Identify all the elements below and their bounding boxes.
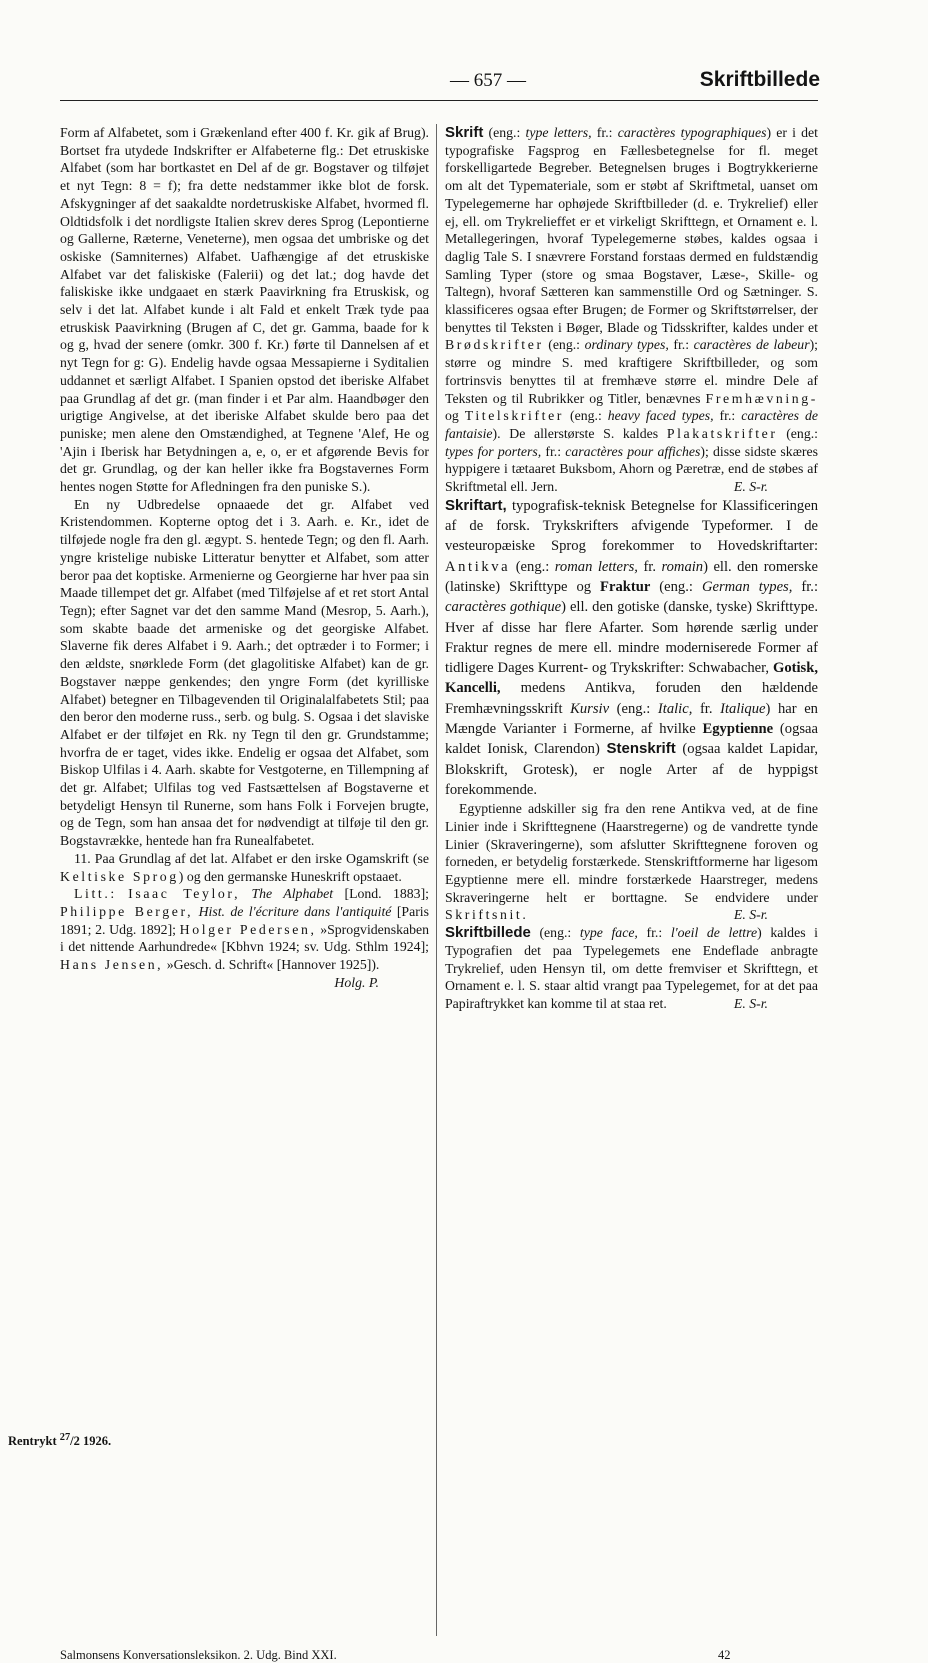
entry-text: (eng.: [609,700,658,717]
entry-text: (eng.: [650,578,702,595]
alfabet-christianity-paragraph: En ny Udbredelse opnaaede det gr. Alfabet ved Kristendommen. Kopterne optog det i 3. Aarh. e. Kr., idet de tilføjede nogle fra den gl. ægypt. S. hentede Tegn; og den fl. Aarh. yngre kristelige nubiske Litteratur benytter et Alfabet, som atter beror paa det koptiske. Armenierne og Georgierne har hver paa sin Maade tillempet det gr. Alfabet (med Tilføjelse af et ret stort Antal Tegn); efter Sagnet var det den samme Mand (Mesrop, 5. Aarh.), som skabte baade det armeniske og det georgiske Alfabet. Slaverne fik deres Alfabet i 9. Aarh.; det optræder i to Former; i den ældste, snørklede Form (det glagolitiske Alfabet) kan de gr. Bogstaver næppe genkendes; den yngre Form (det kyrilliske Alfabet) betegner en Tilbagevenden til Originalalfabetets Stil; paa den beror den moderne russ., serb. og bulg. S. Ogsaa i det slaviske Alfabet er der tilføjet en Rk. ny Tegn til den gr. Grundstamme; hvorfra de er taget, vides ikke. Endelig er ogsaa det Alfabet, som Biskop Ulfilas i 4. Aarh. skabte for Vestgoterne, en Tillempning af det gr. Alfabet; Ulfilas tog ved Fastsættelsen af Bogstaverne et betydeligt Hensyn til Runerne, som hans Folk i Forvejen brugte, og de Tegn, som han ansaa det for nødvendigt at tilføje til den gr. Bogstavrække, hentede han fra Runealfabetet. [60,496,429,849]
entry-text: fr.: [541,443,566,459]
header-rule [60,100,818,101]
entry-text: fr.: [713,408,742,424]
alfabet-latin-paragraph [60,850,429,885]
foreign-term: romain [661,558,704,575]
para-text: 11. Paa Grundlag af det lat. Alfabet er den irske Ogamskrift (se [74,850,429,866]
foreign-term: roman letters, [554,558,638,575]
cross-reference: Skriftsnit [445,907,523,923]
kancelli-sample: Kancelli, [445,680,501,697]
skriftart-paragraph [445,496,818,800]
entry-text: (eng.: [530,925,580,941]
foreign-term: caractères typographiques [617,125,767,140]
running-header [60,68,820,98]
entry-text: (ogsaa kaldet Ionisk, Clarendon) [445,721,818,758]
author-signature: Holg. P. [334,974,379,990]
entry-text: . [522,907,526,923]
literature-label: Litt.: [74,886,117,902]
author: Isaac Teylor, [128,886,241,902]
book-title: »Sprogvidenskaben i det nittende Aarhundrede« [60,921,430,955]
column-separator [436,124,437,1636]
entry-text: ); disse sidste skæres hyppigere i tætaaret Buksbom, Ahorn og Pæretræ, end de støbes af Skriftmetal ell. Jern. [445,443,818,495]
reprint-month: /2 [70,1434,80,1449]
entry-text: og [445,408,465,424]
entry-text: (eng.: [510,558,555,575]
publication: [Kbhvn 1924; sv. Udg. Sthlm 1924]; [221,939,429,955]
entry-lemma: Skriftart, [445,496,507,514]
alfabet-continuation-paragraph: Form af Alfabetet, som i Grækenland efter 400 f. Kr. gik af Brug). Bortset fra utydede Indskrifter er Alfabeterne flg.: Det etruskiske Alfabet (som har bortkastet en Del af de gr. Bogstaver og tilføjet et nyt Tegn: 8 = f); fra dette nedstammer ikke blot de forsk. Afskygninger af det saakaldte nordetruskiske Alfabet, hvormed fl. Oldtidsfolk i det nordligste Italien skrev deres Sprog (Lepontierne og Gallerne, Ræterne, Veneterne), men ogsaa det umbriske og det oskiske (Samniternes) Alfabet. Uafhængige af det etruskiske Alfabet var det faliskiske (Falerii) og det lat.; dog havde det faliskiske ikke undgaaet en stærk Paavirkning fra Etruskisk, og selv i det lat. Alfabet kunde i alt Fald et enkelt Træk tyde paa etruskisk Paavirkning (Brugen af C, det gr. Gamma, baade for k og g, hvad der senere (omkr. 300 f. Kr.) førte til Dannelsen af et nyt Tegn for g: G). Endelig havde ogsaa Messapierne i Syditalien uddannet et særligt Alfabet. I Spanien opstod det iberiske Alfabet paa Grundlag af det gr. (man finder i et Par alm. Haandbøger den urigtige Angivelse, at det iberiske Alfabet skulde bero paa det puniske; men alene den Omstændighed, at Tegnene 'Alef, He og 'Ajin i Iberisk har Betydningen a, e, o, er et afgørende Bevis for det gr. Grundlag, og der kan heller ikke fra Bogstavernes Form hentes nogen Støtte for Afledningen fra den puniske S.). [60,125,429,495]
footer-signature-number: 42 [718,1648,731,1662]
gotisk-sample: Gotisk, [772,660,818,677]
foreign-term: type face, [579,925,638,941]
entry-text: ) ell. den gotiske (danske, tyske) Skrifttype. Hver af disse har flere Afarter. Som hørende særlig under Fraktur regnes de mere ell. mindre moderniserede Former af tidligere Dages Kurrent- og Trykskrifter: [445,599,818,677]
entry-text: fr.: [637,925,671,941]
left-column [60,124,429,991]
author: Holger Pedersen, [179,921,317,937]
schwabacher-sample: Schwabacher, [688,660,770,677]
entry-skriftbillede [445,924,818,1013]
running-headword: Skriftbillede [699,68,820,91]
entry-text: typografisk-teknisk Betegnelse for Klassificeringen af de forsk. Trykskrifters afvigende Typeformer. I de vesteuropæiske Sprog forekommer to Hovedskriftarter: [445,497,818,555]
fraktur-sample: Fraktur [600,578,651,595]
entry-skriftart [445,496,818,800]
entry-text: (eng.: [483,125,526,140]
entry-text: ); større og mindre S. med kraftigere Skriftbilleder, og som fortrinsvis benyttes til at fremhæve større el. mindre Dele af Teksten og til Rubrikker og Titler, benævnes [445,337,818,406]
spaced-term: Brødskrifter [445,337,544,353]
author-signature: E. S-r. [733,995,768,1011]
reprint-year: 1926. [79,1434,112,1449]
reprint-label: Rentrykt [8,1434,60,1449]
footer-publication: Salmonsens Konversationsleksikon. 2. Udg. Bind XXI. [60,1648,337,1662]
entry-text: fr.: [591,125,618,140]
spaced-term: Plakatskrifter [666,425,778,441]
publication: [Hannover 1925]). [276,957,380,973]
entry-text: Egyptienne adskiller sig fra den rene Antikva ved, at de fine Linier inde i Skrifttegnene (Haarstregerne) og de vandrette tynde Linier (Skraveringerne), som afslutter Skrifttegnene foroven og forneden, er betydelig forstærkede. Stenskriftformerne har ligesom Egyptienne mere ell. mindre forstærkede Haarstreger, medens Skraveringerne helt er borttagne. Se endvidere under [445,801,818,905]
foreign-term: types for porters, [445,443,542,459]
foreign-term: l'oeil de lettre [670,925,758,941]
entry-text: (eng.: [777,425,818,441]
foreign-term: German types, [701,578,793,595]
entry-text: fr.: [792,578,818,595]
kursiv-sample: Kursiv [570,700,610,717]
page-number: — 657 — [450,70,526,91]
reprint-day: 27 [59,1432,71,1443]
book-title: »Gesch. d. Schrift« [166,957,274,973]
book-title: Hist. de l'écriture dans l'antiquité [198,903,392,919]
publication: [Lond. 1883]; [344,886,430,902]
cross-reference: Keltiske Sprog [60,868,179,884]
entry-text: ). De allerstørste S. kaldes [492,425,667,441]
foreign-term: type letters, [525,125,592,140]
literature-paragraph [60,885,430,990]
entry-skrift [445,124,818,496]
author: Philippe Berger, [60,903,194,919]
entry-text: ) kaldes i Typografien det paa Typelegemets ene Endeflade anbragte Trykrelief, uden Hensyn til, om dette fremviser et Skrifttegn, et Ornament e. l. S. staar altid vrangt paa Typelegemet, for at det paa Papiraftrykket kan komme til at staa ret. [445,925,819,1011]
foreign-term: Italic, [657,700,693,717]
entry-text: (ogsaa kaldet Lapidar, Blokskrift, Grotesk), er nogle Arter af de hyppigst forekommende. [445,741,818,798]
spaced-term: Antikva [445,558,511,575]
entry-text: fr.: [668,337,694,353]
spaced-term: Titelskrifter [464,408,564,424]
foreign-term: heavy faced types, [607,408,714,424]
foreign-term: caractères de labeur [693,337,810,353]
author-signature: E. S-r. [733,479,768,495]
author: Hans Jensen, [60,957,164,973]
entry-lemma: Skriftbillede [445,924,531,942]
book-title: The Alphabet [251,886,334,902]
author-signature: E. S-r. [733,907,768,923]
para-text: ) og den germanske Huneskrift opstaaet. [178,868,402,884]
entry-text: ) har en Mængde Varianter i Formerne, af hvilke [445,700,818,738]
entry-text: ) ell. den romerske (latinske) Skrifttype og [445,558,818,595]
foreign-term: ordinary types, [584,337,669,353]
egyptienne-sample: Egyptienne [702,721,774,738]
entry-text: (eng.: [564,408,608,424]
entry-lemma: Skrift [445,124,484,141]
foreign-term: caractères de fantaisie [445,408,818,441]
entry-text: medens Antikva, foruden den hældende Fremhævningsskrift [445,680,818,717]
stenskrift-sample: Stenskrift [606,740,676,758]
spaced-term: Fremhævning- [705,390,818,406]
foreign-term: caractères pour affiches [565,443,701,459]
foreign-term: caractères gothique [445,599,562,616]
entry-text: (eng.: [543,337,585,353]
entry-text: ) er i det typografiske Fagsprog en Fællesbetegnelse for fl. meget forskelligartede Begreber. Betegnelsen bruges i Bogtrykkerierne om alt det Typemateriale, som er støbt af Skriftmetal, uanset om Typelegemerne har ophøjede Skriftbilleder (d. e. Trykrelief) eller ej, ell. om Trykrelieffet er et virkeligt Skrifttegn, et Ornament e. l. Metallegeringen, hvoraf Typelegemerne støbes, kaldes ogsaa i daglig Tale S. I snævrere Forstand forstaas dermed en fuldstændig Samling Typer (store og smaa Bogstaver, Læse-, Skille- og Taltegn), hvoraf Sætteren kan sammenstille Ord og Sætninger. S. klassificeres ogsaa efter Brugen; de Former og Skriftstørrelser, der benyttes til Teksten i Bøger, Blade og Tidsskrifter, kaldes under et [445,125,818,335]
foreign-term: Italique [720,700,766,717]
reprint-note [8,1432,111,1449]
entry-text: fr. [637,558,662,575]
publication: [Paris 1891; 2. Udg. 1892]; [60,903,430,937]
right-column [445,124,818,1013]
egyptienne-paragraph [445,800,818,924]
entry-text: fr. [692,700,721,717]
